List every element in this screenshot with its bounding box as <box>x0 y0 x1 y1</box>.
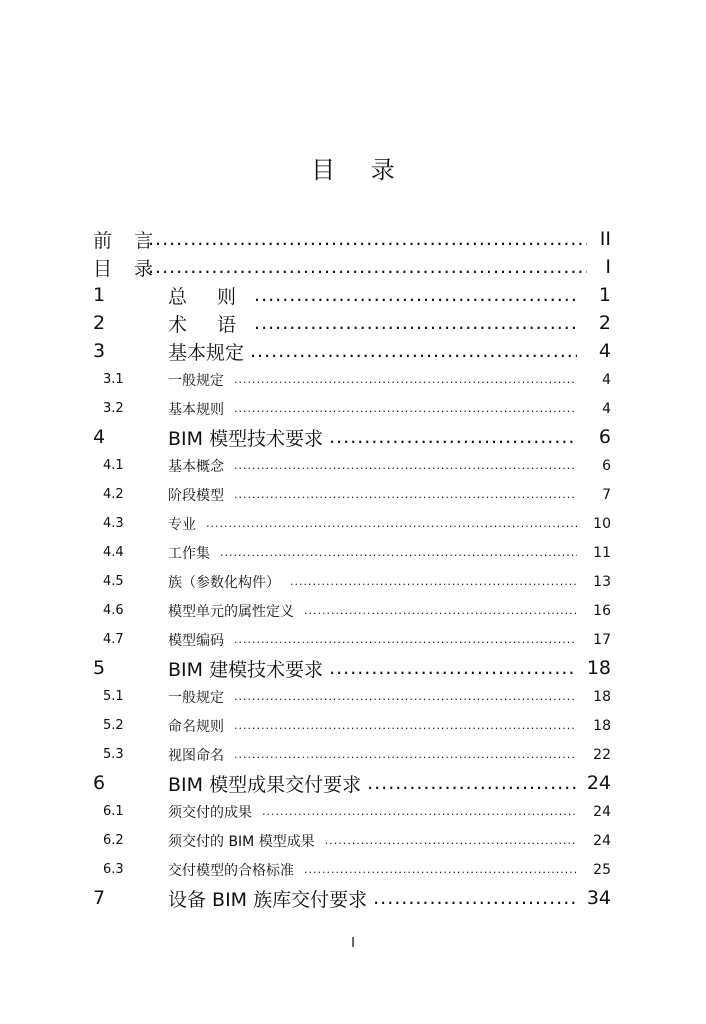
toc-entry-6-1[interactable] <box>93 797 611 826</box>
toc-entry-page: II <box>599 228 611 250</box>
toc-entry-page: 34 <box>586 887 611 909</box>
toc-entry-4-7[interactable] <box>93 625 611 654</box>
toc-entry-4-5[interactable] <box>93 567 611 596</box>
toc-leader-dots <box>234 748 577 761</box>
toc-entry-number: 6.3 <box>103 862 124 877</box>
toc-entry-page: 2 <box>598 312 611 334</box>
toc-entry-label: 交付模型的合格标准 <box>168 862 294 879</box>
toc-entry-page: 11 <box>593 544 611 561</box>
toc-entry-number: 4.6 <box>103 603 124 618</box>
toc-entry-page: 6 <box>602 457 611 474</box>
toc-entry-label: 基本规定 <box>168 341 245 364</box>
toc-entry-3-2[interactable] <box>93 394 611 423</box>
toc-entry-label: 基本概念 <box>168 458 224 475</box>
toc-entry-number: 5.2 <box>103 718 124 733</box>
toc-entry-5-3[interactable] <box>93 740 611 769</box>
toc-entry-page: 4 <box>602 400 611 417</box>
toc-leader-dots <box>220 546 577 559</box>
toc-entry-5-2[interactable] <box>93 711 611 740</box>
toc-leader-dots <box>148 256 587 278</box>
toc-entry-page: 18 <box>593 717 611 734</box>
toc-entry-page: 4 <box>602 371 611 388</box>
toc-entry-3[interactable] <box>93 337 611 365</box>
toc-entry-number: 3.2 <box>103 401 124 416</box>
toc-leader-dots <box>290 575 577 588</box>
toc-entry-4-4[interactable] <box>93 538 611 567</box>
toc-leader-dots <box>254 312 577 334</box>
toc-entry-label: BIM 模型技术要求 <box>168 427 324 450</box>
toc-entry-label: BIM 模型成果交付要求 <box>168 773 362 796</box>
toc-entry-number: 1 <box>93 284 106 306</box>
toc-entry-number: 6.1 <box>103 804 124 819</box>
toc-entry-number: 4.4 <box>103 545 124 560</box>
toc-entry-page: 24 <box>586 772 611 794</box>
toc-entry-page: I <box>605 256 611 278</box>
toc-entry-label: 工作集 <box>168 545 210 562</box>
toc-leader-dots <box>262 805 577 818</box>
toc-entry-label: 须交付的 BIM 模型成果 <box>168 833 315 850</box>
toc-entry-number: 5 <box>93 657 106 679</box>
toc-entry-label: 族（参数化构件） <box>168 574 280 591</box>
toc-entry-number: 4.5 <box>103 574 124 589</box>
toc-entry-label: 专业 <box>168 516 196 533</box>
toc-entry-page: 18 <box>586 657 611 679</box>
toc-entry-preface[interactable] <box>93 225 611 253</box>
toc-entry-page: 25 <box>593 861 611 878</box>
toc-leader-dots <box>148 228 587 250</box>
toc-entry-page: 7 <box>602 486 611 503</box>
toc-entry-number: 4.3 <box>103 516 124 531</box>
toc-entry-label: 一般规定 <box>168 372 224 389</box>
toc-entry-4-3[interactable] <box>93 509 611 538</box>
toc-entry-number: 4.2 <box>103 487 124 502</box>
toc-entry-label: 视图命名 <box>168 747 224 764</box>
toc-leader-dots <box>234 402 577 415</box>
toc-entry-number: 4.1 <box>103 458 124 473</box>
toc-entry-number: 4.7 <box>103 632 124 647</box>
toc-entry-2[interactable] <box>93 309 611 337</box>
toc-entry-6[interactable] <box>93 769 611 797</box>
toc-entry-page: 16 <box>593 602 611 619</box>
page-number: I <box>351 936 355 951</box>
toc-leader-dots <box>304 604 577 617</box>
toc-leader-dots <box>234 459 577 472</box>
toc-entry-number: 5.3 <box>103 747 124 762</box>
toc-entry-page: 24 <box>593 832 611 849</box>
toc-entry-label: 术 语 <box>168 313 249 336</box>
toc-entry-4[interactable] <box>93 423 611 451</box>
toc-leader-dots <box>234 690 577 703</box>
toc-leader-dots <box>250 340 577 362</box>
toc-entry-number: 3 <box>93 340 106 362</box>
toc-entry-page: 18 <box>593 688 611 705</box>
toc-leader-dots <box>234 488 577 501</box>
toc-leader-dots <box>234 633 577 646</box>
toc-leader-dots <box>206 517 577 530</box>
toc-entry-page: 6 <box>598 426 611 448</box>
toc-entry-5-1[interactable] <box>93 682 611 711</box>
page-title: 目 录 <box>311 156 409 184</box>
toc-entry-label: 设备 BIM 族库交付要求 <box>168 888 368 911</box>
toc-leader-dots <box>304 863 577 876</box>
toc-entry-4-1[interactable] <box>93 451 611 480</box>
toc-leader-dots <box>234 373 577 386</box>
toc-entry-7[interactable] <box>93 884 611 912</box>
toc-entry-6-2[interactable] <box>93 826 611 855</box>
toc-entry-label: 基本规则 <box>168 401 224 418</box>
toc-leader-dots <box>329 657 577 679</box>
toc-entry-3-1[interactable] <box>93 365 611 394</box>
toc-entry-4-6[interactable] <box>93 596 611 625</box>
toc-entry-number: 5.1 <box>103 689 124 704</box>
toc-entry-page: 13 <box>593 573 611 590</box>
toc-entry-6-3[interactable] <box>93 855 611 884</box>
toc-leader-dots <box>234 719 577 732</box>
toc-entry-label: 命名规则 <box>168 718 224 735</box>
toc-leader-dots <box>373 887 577 909</box>
toc-entry-label: 须交付的成果 <box>168 804 252 821</box>
toc-entry-number: 6.2 <box>103 833 124 848</box>
toc-entry-label: 目 录 <box>93 257 162 280</box>
toc-entry-label: 阶段模型 <box>168 487 224 504</box>
toc-entry-number: 4 <box>93 426 106 448</box>
toc-entry-page: 17 <box>593 631 611 648</box>
toc-entry-page: 1 <box>598 284 611 306</box>
toc-entry-number: 7 <box>93 887 106 909</box>
toc-entry-page: 4 <box>598 340 611 362</box>
table-of-contents <box>93 225 611 912</box>
toc-entry-4-2[interactable] <box>93 480 611 509</box>
toc-entry-page: 24 <box>593 803 611 820</box>
toc-entry-number: 3.1 <box>103 372 124 387</box>
toc-entry-label: 前 言 <box>93 229 162 252</box>
toc-entry-number: 2 <box>93 312 106 334</box>
toc-entry-label: 总 则 <box>168 285 249 308</box>
toc-entry-label: 一般规定 <box>168 689 224 706</box>
toc-leader-dots <box>367 772 577 794</box>
toc-entry-label: 模型单元的属性定义 <box>168 603 294 620</box>
toc-entry-number: 6 <box>93 772 106 794</box>
toc-entry-page: 22 <box>593 746 611 763</box>
toc-leader-dots <box>329 426 577 448</box>
toc-entry-1[interactable] <box>93 281 611 309</box>
toc-leader-dots <box>254 284 577 306</box>
toc-leader-dots <box>325 834 577 847</box>
toc-entry-page: 10 <box>593 515 611 532</box>
toc-entry-5[interactable] <box>93 654 611 682</box>
toc-entry-label: 模型编码 <box>168 632 224 649</box>
toc-entry-label: BIM 建模技术要求 <box>168 658 324 681</box>
toc-entry-contents[interactable] <box>93 253 611 281</box>
